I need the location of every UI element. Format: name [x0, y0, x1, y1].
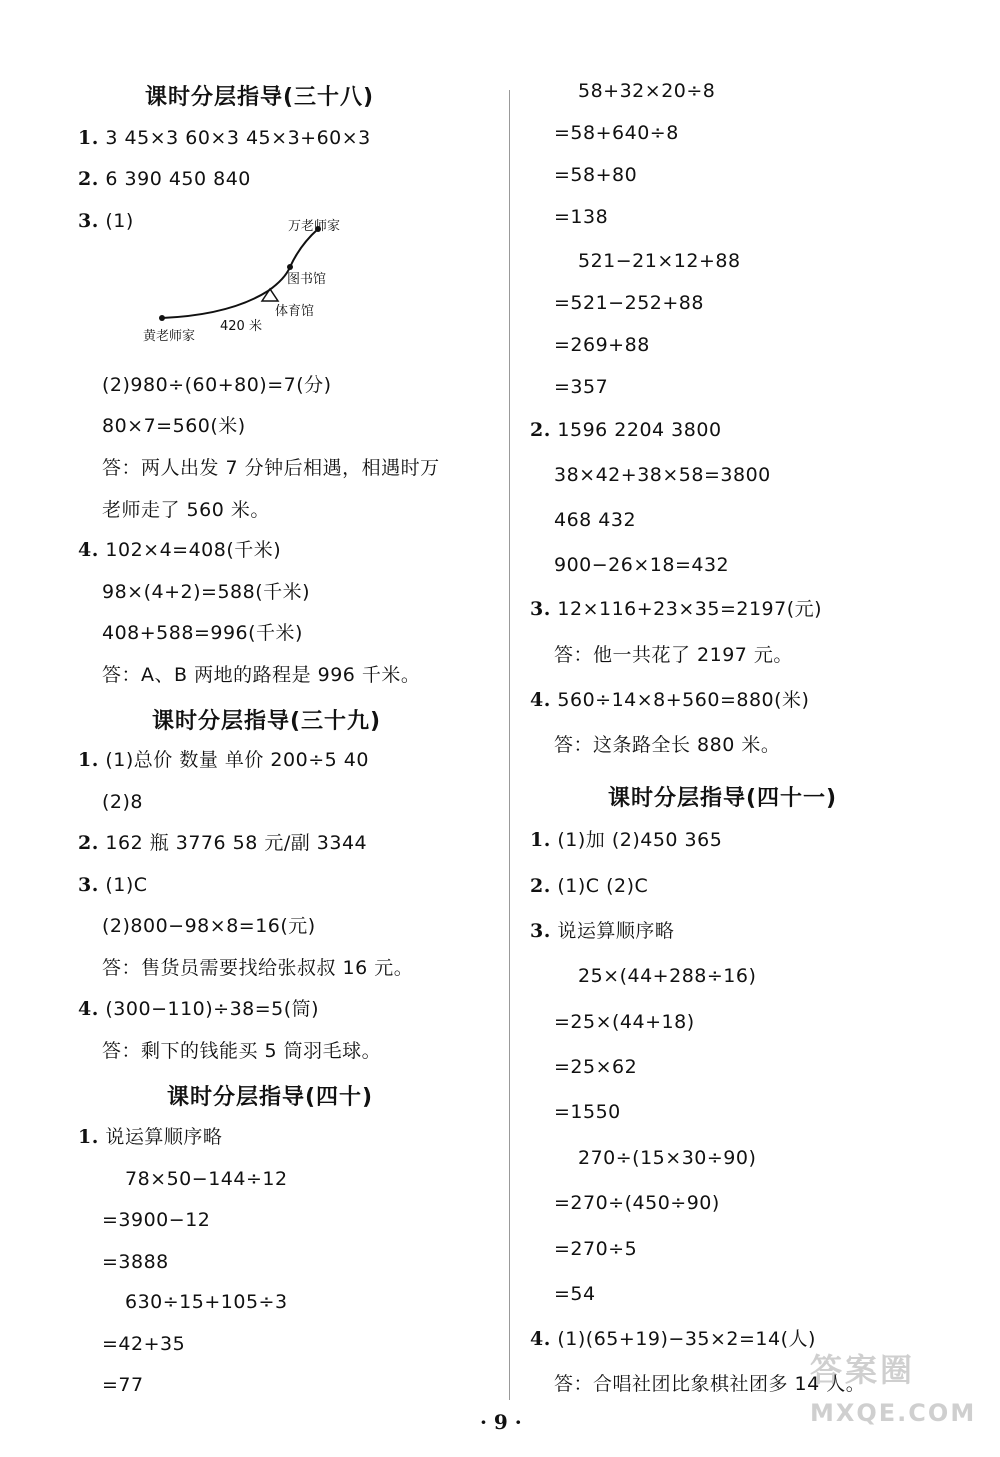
s39-q4-num: 4.: [78, 998, 99, 1020]
s41-q1-text: (1)加 (2)450 365: [557, 829, 723, 851]
s40-calc-a-2: =3888: [102, 1251, 169, 1273]
s40-q2-num: 2.: [530, 419, 551, 441]
s39-q1-l1: (1)总价 数量 单价 200÷5 40: [105, 749, 369, 771]
s39-q4: [78, 997, 319, 1021]
s41-q4-l1: (1)(65+19)−35×2=14(人): [557, 1328, 816, 1350]
s38-q3-num: 3.: [78, 210, 99, 232]
s41-q4: [530, 1327, 816, 1351]
s40-calc-d-2: =269+88: [554, 334, 650, 356]
s38-q4-l1: 102×4=408(千米): [105, 539, 282, 561]
s40-calc-d-0: 521−21×12+88: [578, 250, 741, 272]
s38-q3-l5: 老师走了 560 米。: [102, 499, 270, 521]
s41-q4-num: 4.: [530, 1328, 551, 1350]
label-wan-home: 万老师家: [288, 219, 341, 234]
s38-q3-l3: 80×7=560(米): [102, 415, 246, 437]
s41-q4-l2: 答：合唱社团比象棋社团多 14 人。: [554, 1373, 866, 1395]
watermark-bottom-text: MXQE.COM: [810, 1399, 977, 1427]
s41-calc-a-3: =1550: [554, 1101, 621, 1123]
s38-q4-num: 4.: [78, 539, 99, 561]
label-gym: 体育馆: [275, 304, 315, 319]
s39-q1-l2: (2)8: [102, 791, 144, 813]
s41-calc-a-2: =25×62: [554, 1056, 638, 1078]
s39-q1: [78, 748, 369, 772]
s41-q2-num: 2.: [530, 875, 551, 897]
column-divider: [509, 90, 510, 1400]
s40-q2-l3: 468 432: [554, 509, 637, 531]
s40-calc-c-0: 58+32×20÷8: [578, 80, 716, 102]
s40-calc-d-1: =521−252+88: [554, 292, 704, 314]
s40-q2-l1: 1596 2204 3800: [557, 419, 722, 441]
s38-q3: [78, 209, 134, 233]
s38-q3-l2: (2)980÷(60+80)=7(分): [102, 374, 332, 396]
s40-calc-d-3: =357: [554, 376, 609, 398]
s39-q4-l1: (300−110)÷38=5(筒): [105, 998, 320, 1020]
s40-q2-l2: 38×42+38×58=3800: [554, 464, 771, 486]
s38-q2: [78, 167, 251, 191]
s40-q1-l1: 说运算顺序略: [105, 1126, 223, 1148]
section-title-41: 课时分层指导(四十一): [608, 786, 838, 811]
s40-q4: [530, 688, 809, 712]
s39-q3-l2: (2)800−98×8=16(元): [102, 915, 316, 937]
s38-q1: [78, 126, 371, 150]
s39-q1-num: 1.: [78, 749, 99, 771]
s41-calc-a-1: =25×(44+18): [554, 1011, 695, 1033]
s40-calc-c-1: =58+640÷8: [554, 122, 679, 144]
s41-q2-text: (1)C (2)C: [557, 875, 649, 897]
s41-calc-b-1: =270÷(450÷90): [554, 1192, 720, 1214]
s39-q3-l1: (1)C: [105, 874, 148, 896]
s40-calc-c-2: =58+80: [554, 164, 638, 186]
s38-q4-l4: 答：A、B 两地的路程是 996 千米。: [102, 664, 421, 686]
s41-calc-b-0: 270÷(15×30÷90): [578, 1147, 757, 1169]
page-number: · 9 ·: [480, 1410, 522, 1434]
s41-q2: [530, 874, 648, 898]
s39-q3: [78, 873, 148, 897]
s40-q2-l4: 900−26×18=432: [554, 554, 730, 576]
s40-calc-b-1: =42+35: [102, 1333, 186, 1355]
s40-q3: [530, 597, 822, 621]
s40-calc-a-1: =3900−12: [102, 1209, 211, 1231]
s40-q3-num: 3.: [530, 598, 551, 620]
s40-q2: [530, 418, 722, 442]
s41-calc-b-3: =54: [554, 1283, 596, 1305]
label-huang-home: 黄老师家: [143, 329, 196, 344]
section-title-39: 课时分层指导(三十九): [152, 709, 382, 734]
s39-q2: [78, 831, 367, 855]
s38-q4-l3: 408+588=996(千米): [102, 622, 303, 644]
s41-calc-b-2: =270÷5: [554, 1238, 638, 1260]
s38-q2-text: 6 390 450 840: [105, 168, 251, 190]
s40-q1: [78, 1125, 222, 1149]
s40-calc-c-3: =138: [554, 206, 609, 228]
s39-q3-l3: 答：售货员需要找给张叔叔 16 元。: [102, 957, 414, 979]
s41-q3-num: 3.: [530, 920, 551, 942]
s39-q2-num: 2.: [78, 832, 99, 854]
label-distance: 420 米: [220, 319, 262, 334]
section-title-40: 课时分层指导(四十): [167, 1085, 374, 1110]
section-title-38: 课时分层指导(三十八): [145, 85, 375, 110]
watermark-top-text: 答案圈: [810, 1351, 916, 1389]
s40-q3-l2: 答：他一共花了 2197 元。: [554, 644, 793, 666]
s38-q2-num: 2.: [78, 168, 99, 190]
s40-q4-l1: 560÷14×8+560=880(米): [557, 689, 810, 711]
s40-q3-l1: 12×116+23×35=2197(元): [557, 598, 823, 620]
s41-q3: [530, 919, 674, 943]
label-library: 图书馆: [287, 272, 327, 287]
s40-q4-l2: 答：这条路全长 880 米。: [554, 734, 781, 756]
s40-q1-num: 1.: [78, 1126, 99, 1148]
s39-q4-l2: 答：剩下的钱能买 5 筒羽毛球。: [102, 1040, 382, 1062]
s40-calc-a-0: 78×50−144÷12: [125, 1168, 288, 1190]
s39-q2-text: 162 瓶 3776 58 元/副 3344: [105, 832, 368, 854]
s39-q3-num: 3.: [78, 874, 99, 896]
s38-q3-part1: (1): [105, 210, 134, 232]
s38-q1-num: 1.: [78, 127, 99, 149]
s38-q4: [78, 538, 281, 562]
s41-q1-num: 1.: [530, 829, 551, 851]
s38-q3-l4: 答：两人出发 7 分钟后相遇，相遇时万: [102, 457, 440, 479]
s40-calc-b-0: 630÷15+105÷3: [125, 1291, 288, 1313]
s40-q4-num: 4.: [530, 689, 551, 711]
s41-calc-a-0: 25×(44+288÷16): [578, 965, 757, 987]
s41-q1: [530, 828, 722, 852]
s40-calc-b-2: =77: [102, 1374, 144, 1396]
s38-q4-l2: 98×(4+2)=588(千米): [102, 581, 311, 603]
s38-q1-text: 3 45×3 60×3 45×3+60×3: [105, 127, 371, 149]
huang-home-point: [159, 315, 165, 321]
watermark-logo: [810, 1345, 980, 1445]
s41-q3-l1: 说运算顺序略: [557, 920, 675, 942]
